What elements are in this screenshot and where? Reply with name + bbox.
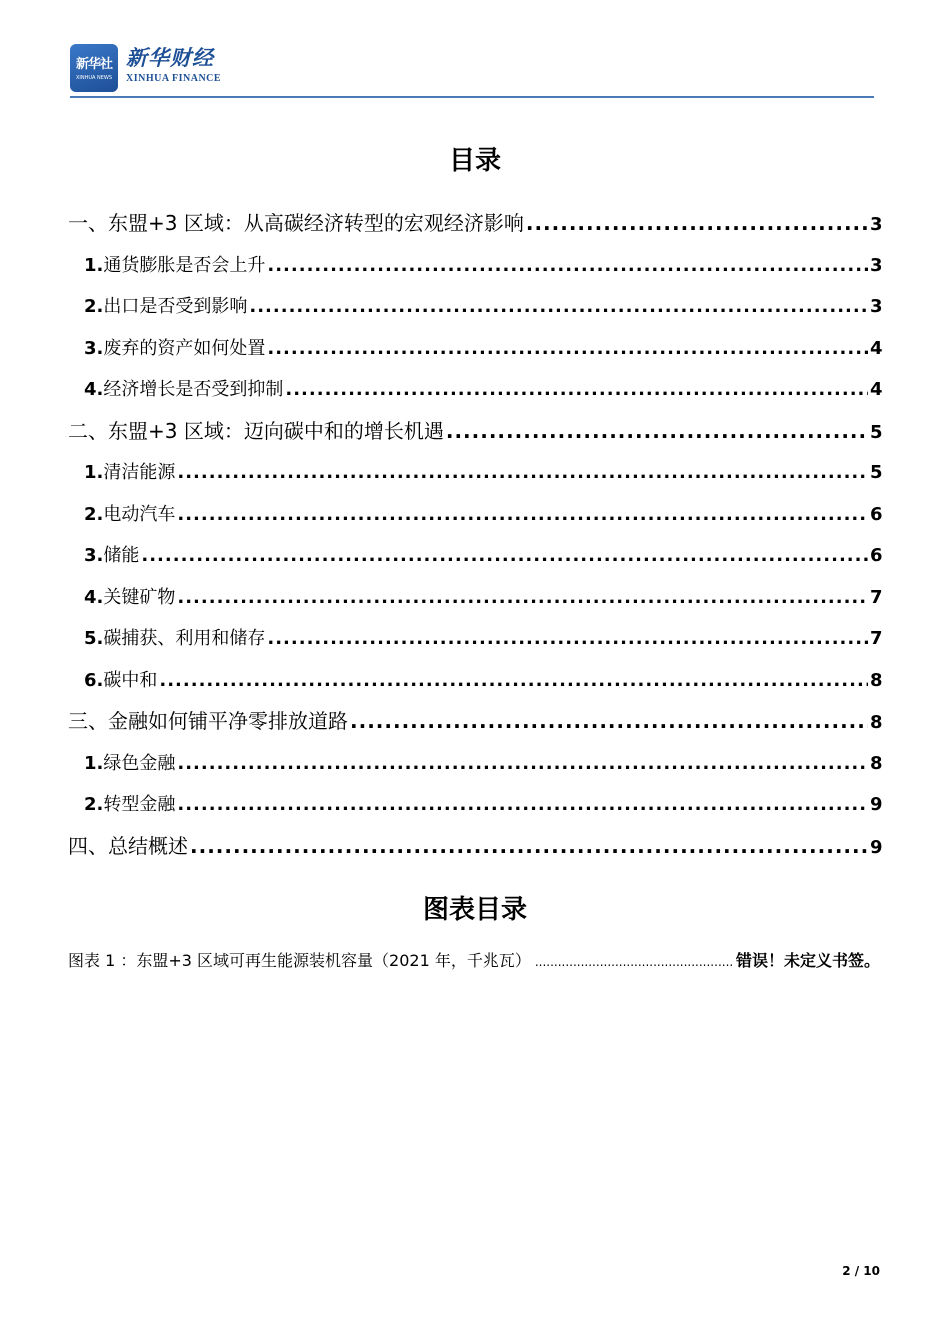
leader-dots — [285, 369, 868, 411]
toc-entry[interactable] — [66, 701, 882, 743]
toc-entry-label: 碳捕获、利用和储存 — [103, 628, 266, 649]
leader-dots — [141, 535, 868, 577]
toc-subentry[interactable] — [66, 743, 882, 785]
leader-dots — [249, 286, 868, 328]
toc-subentry[interactable] — [66, 784, 882, 826]
leader-dots — [446, 411, 868, 453]
leader-dots — [267, 618, 868, 660]
toc-entry-number: 4. — [84, 586, 104, 608]
leader-dots — [177, 494, 868, 536]
toc-entry-number: 3. — [84, 545, 104, 566]
toc-entry-label: 一、东盟+3 区域：从高碳经济转型的宏观经济影响 — [68, 211, 524, 235]
toc-entry-page: 7 — [870, 628, 883, 649]
toc-entry-page: 3 — [870, 214, 883, 235]
leader-dots — [267, 328, 868, 370]
toc-entry-number: 5. — [84, 628, 104, 649]
xinhua-logo — [70, 44, 118, 92]
header-divider — [70, 96, 874, 98]
toc-entry-label: 电动汽车 — [103, 503, 176, 525]
toc-subentry[interactable] — [66, 660, 882, 702]
toc-entry-number: 1. — [84, 462, 104, 483]
toc-entry-number: 3. — [84, 337, 104, 359]
toc-subentry[interactable] — [66, 494, 882, 536]
toc-subentry[interactable] — [66, 369, 882, 411]
table-of-contents — [66, 203, 882, 867]
toc-entry-page: 5 — [870, 421, 883, 443]
toc-entry[interactable] — [66, 411, 882, 453]
toc-entry-page: 7 — [870, 586, 883, 608]
toc-entry-page: 8 — [870, 712, 883, 733]
toc-entry-label: 通货膨胀是否会上升 — [103, 254, 266, 276]
toc-entry-number: 1. — [84, 752, 104, 774]
toc-subentry[interactable] — [66, 245, 882, 287]
toc-subentry[interactable] — [66, 328, 882, 370]
toc-entry-page: 4 — [870, 379, 883, 400]
logo-en-text: XINHUA NEWS — [75, 75, 113, 81]
leader-dots — [177, 784, 868, 826]
leader-dots — [350, 701, 868, 743]
toc-entry-number: 2. — [84, 296, 104, 317]
toc-entry-label: 绿色金融 — [103, 752, 176, 774]
toc-title: 目录 — [448, 146, 501, 176]
toc-entry-label: 经济增长是否受到抑制 — [103, 379, 284, 400]
leader-dots — [535, 955, 732, 969]
toc-entry-number: 2. — [84, 503, 104, 525]
leader-dots — [526, 203, 868, 245]
toc-subentry[interactable] — [66, 286, 882, 328]
leader-dots — [267, 245, 868, 287]
brand-wordmark — [126, 44, 326, 86]
toc-entry-number: 6. — [84, 669, 104, 691]
toc-entry-page: 9 — [870, 836, 883, 858]
toc-entry-page: 6 — [870, 545, 883, 566]
toc-entry-label: 关键矿物 — [103, 586, 176, 608]
toc-entry-label: 四、总结概述 — [68, 833, 188, 858]
leader-dots — [177, 577, 868, 619]
brand-cn: 新华财经 — [126, 45, 214, 70]
leader-dots — [177, 743, 868, 785]
toc-entry-number: 2. — [84, 794, 104, 815]
toc-entry-page: 3 — [870, 296, 883, 317]
toc-subentry[interactable] — [66, 618, 882, 660]
toc-entry-page: 5 — [870, 462, 883, 483]
toc-entry-label: 清洁能源 — [103, 462, 176, 483]
toc-subentry[interactable] — [66, 577, 882, 619]
toc-entry-page: 6 — [870, 503, 883, 525]
toc-entry-page: 8 — [870, 752, 883, 774]
leader-dots — [177, 452, 868, 494]
toc-entry[interactable] — [66, 826, 882, 868]
toc-entry-label: 碳中和 — [103, 669, 158, 691]
toc-entry-label: 三、金融如何铺平净零排放道路 — [68, 709, 348, 733]
leader-dots — [159, 660, 868, 702]
toc-entry-number: 4. — [84, 379, 104, 400]
toc-entry-label: 二、东盟+3 区域：迈向碳中和的增长机遇 — [68, 418, 444, 443]
toc-entry-page: 4 — [870, 337, 883, 359]
toc-entry-label: 储能 — [103, 545, 140, 566]
toc-entry-page: 9 — [870, 794, 883, 815]
page-header — [70, 42, 874, 98]
toc-entry-page: 3 — [870, 254, 883, 276]
toc-entry[interactable] — [66, 203, 882, 245]
toc-entry-label: 转型金融 — [103, 794, 176, 815]
toc-entry-label: 出口是否受到影响 — [103, 296, 248, 317]
leader-dots — [190, 826, 868, 868]
brand-en: XINHUA FINANCE — [126, 73, 222, 84]
toc-subentry[interactable] — [66, 535, 882, 577]
toc-entry-number: 1. — [84, 254, 104, 276]
figures-title: 图表目录 — [422, 895, 527, 925]
figure-toc-error: 错误！未定义书签。 — [735, 951, 880, 970]
toc-entry-page: 8 — [870, 669, 883, 691]
toc-subentry[interactable] — [66, 452, 882, 494]
figure-toc-label: 图表 1 ：东盟+3 区域可再生能源装机容量（2021 年，千兆瓦） — [68, 951, 531, 970]
logo-cn-text: 新华社 — [75, 57, 112, 72]
page-number: 2 / 10 — [842, 1264, 880, 1278]
figure-toc-entry[interactable] — [68, 948, 880, 971]
toc-entry-label: 废弃的资产如何处置 — [103, 337, 266, 359]
